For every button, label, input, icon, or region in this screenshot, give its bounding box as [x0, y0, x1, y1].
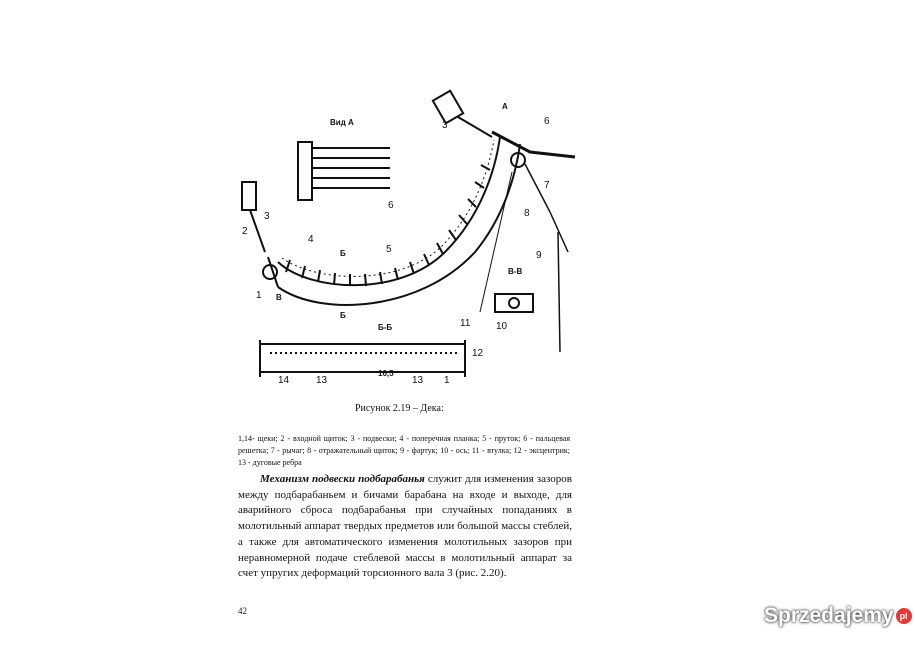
callout: 13	[316, 375, 328, 386]
callout: 3	[442, 120, 448, 131]
callout: 1	[444, 375, 450, 386]
callout: 8	[524, 208, 530, 219]
callout: 11	[460, 318, 471, 329]
lever	[492, 132, 575, 157]
view-a-detail	[298, 142, 390, 200]
callout: 1	[256, 290, 262, 301]
paragraph-body: служит для изменения зазоров между подбарабаньем и бичами барабана на входе и выходе, для аварийного сброса подбарабанья при случайных попаданиях в молотильный аппарат твердых предметов или большой массы стеблей, а также для автоматического изменения молотильных зазоров при неравномерной подаче стеблевой массы в молотильный аппарат за счет упругих деформаций торсионного вала 3 (рис. 2.20).	[238, 473, 572, 580]
section-vv-detail	[495, 294, 533, 312]
callout: 13	[412, 375, 424, 386]
section-bb-bar	[260, 340, 465, 377]
figure-caption: Рисунок 2.19 – Дека:	[355, 403, 444, 414]
paragraph-term: Механизм подвески подбарабанья	[260, 473, 425, 485]
figure-legend: 1,14- щеки; 2 - входной щиток; 3 - подвески; 4 - поперечная планка; 5 - пруток; 6 - пальцевая решетка; 7 - рычаг; 8 - отражательный щиток; 9 - фартук; 10 - ось; 11 - втулка; 12 - эксцентрик; 13 - дуговые ребра	[238, 434, 570, 467]
section-mark: Б	[340, 249, 346, 258]
callout: 7	[544, 180, 550, 191]
body-paragraph	[238, 472, 572, 582]
callout: 5	[386, 244, 392, 255]
dimension-label: 16,5	[378, 369, 394, 378]
callout: 6	[388, 200, 394, 211]
callout: 2	[242, 226, 248, 237]
watermark-text: Sprzedajemy	[764, 604, 894, 627]
watermark-logo	[764, 604, 912, 628]
watermark-badge: pl	[896, 608, 912, 624]
callout: 12	[472, 348, 484, 359]
callout: 4	[308, 234, 314, 245]
section-mark: В	[276, 293, 282, 302]
view-a-title: Вид А	[330, 118, 354, 127]
section-mark: Б	[340, 311, 346, 320]
section-bb-title: Б-Б	[378, 323, 393, 332]
callout: 10	[496, 321, 508, 332]
callout: 9	[536, 250, 542, 261]
callout: 6	[544, 116, 550, 127]
arrow-label: А	[502, 102, 508, 111]
left-axle	[263, 265, 277, 279]
callout: 14	[278, 375, 290, 386]
callout: 3	[264, 211, 270, 222]
page-number: 42	[238, 606, 247, 616]
section-vv-title: В-В	[508, 267, 523, 276]
deck-diagram	[230, 82, 590, 392]
left-hanger	[242, 182, 256, 210]
